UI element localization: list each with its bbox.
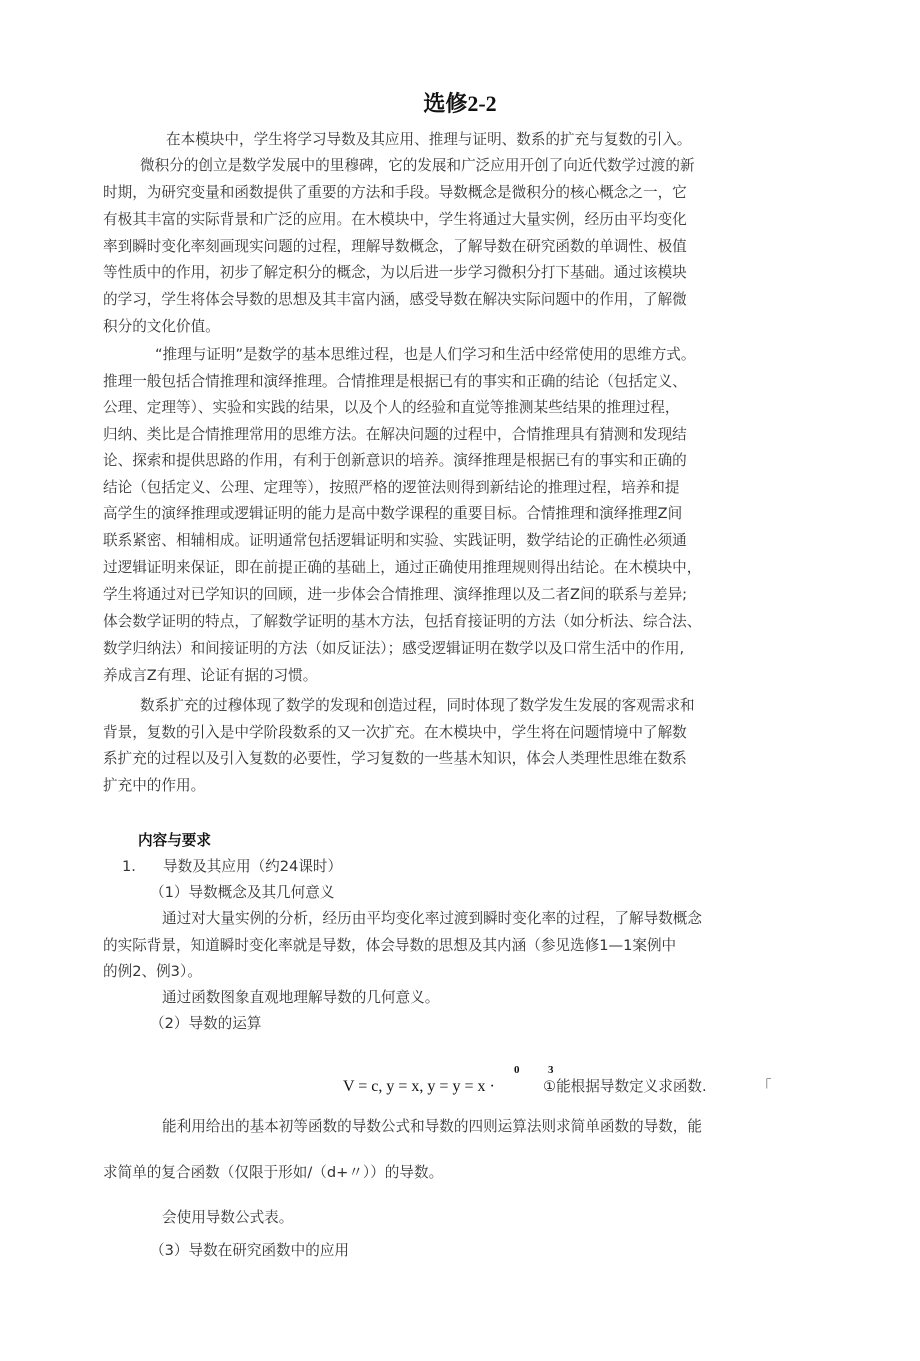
paragraph-line: 时期，为研究变量和函数提供了重要的方法和手段。导数概念是微积分的核心概念之一，它 <box>103 184 687 201</box>
paragraph-line: 养成言Z有理、论证有据的习惯。 <box>103 667 318 684</box>
paragraph-line: 积分的文化价值。 <box>103 318 220 335</box>
paragraph-line: 论、探索和提供思路的作用，有利于创新意识的培养。演绎推理是根据已有的事实和正确的 <box>103 452 687 469</box>
paragraph-line: 能利用给出的基本初等函数的导数公式和导数的四则运算法则求简单函数的导数，能 <box>162 1118 702 1135</box>
paragraph-line: 数学归纳法）和间接证明的方法（如反证法）；感受逻辑证明在数学以及口常生活中的作用, <box>103 640 685 657</box>
paragraph-line: 的实际背景，知道瞬时变化率就是导数，体会导数的思想及其内涵（参见选修1—1案例中 <box>103 937 677 954</box>
paragraph-line: 系扩充的过程以及引入复数的必要性，学习复数的一些基木知识，体会人类理性思维在数系 <box>103 750 687 767</box>
paragraph-line: 体会数学证明的特点，了解数学证明的基木方法，包括育接证明的方法（如分析法、综合法、 <box>103 613 702 630</box>
list-item-heading: 导数及其应用（约24课时） <box>163 858 343 875</box>
paragraph-line: 的例2、例3）。 <box>103 963 202 980</box>
intro-line: 在本模块中，学生将学习导数及其应用、推理与证明、数系的扩充与复数的引入。 <box>166 131 692 148</box>
paragraph-line: 背景，复数的引入是中学阶段数系的又一次扩充。在木模块中，学生将在问题情境中了解数 <box>103 724 687 741</box>
superscript: 3 <box>548 1064 554 1076</box>
paragraph-line: 推理一般包括合情推理和演绎推理。合情推理是根据已有的事实和正确的结论（包括定义、 <box>103 373 687 390</box>
paragraph-line: 结论（包括定义、公理、定理等），按照严格的逻笹法则得到新结论的推理过程，培养和提 <box>103 479 680 496</box>
formula-text: ①能根据导数定义求函数. <box>543 1078 707 1095</box>
paragraph-line: 率到瞬时变化率刻画现实问题的过程，理解导数概念，了解导数在研究函数的单调性、极值 <box>103 238 687 255</box>
paragraph-line: 过逻辑证明来保证，即在前提正确的基础上，通过正确使用推理规则得出结论。在木模块中， <box>103 559 702 576</box>
subsection-heading: （3）导数在研究函数中的应用 <box>150 1242 350 1259</box>
paragraph-line: 的学习，学生将体会导数的思想及其丰富内涵，感受导数在解决实际问题中的作用，了解微 <box>103 291 687 308</box>
paragraph-line: 会使用导数公式表。 <box>162 1209 294 1226</box>
corner-mark: 「 <box>757 1078 772 1095</box>
paragraph-line: “推理与证明”是数学的基本思维过程，也是人们学习和生活中经常使用的思维方式。 <box>155 346 696 363</box>
paragraph-line: 等性质中的作用，初步了解定积分的概念，为以后进一步学习微积分打下基础。通过该模块 <box>103 264 687 281</box>
subsection-heading: （1）导数概念及其几何意义 <box>150 884 335 901</box>
paragraph-line: 学生将通过对已学知识的回顾，进一步体会合情推理、演绎推理以及二者Z间的联系与差异; <box>103 586 688 603</box>
paragraph-line: 通过对大量实例的分析，经历由平均变化率过渡到瞬时变化率的过程，了解导数概念 <box>162 910 702 927</box>
paragraph-line: 公理、定理等）、实验和实践的结果，以及个人的经验和直觉等推测某些结果的推理过程， <box>103 399 680 416</box>
paragraph-line: 扩充中的作用。 <box>103 777 206 794</box>
paragraph-line: 高学生的演绎推理或逻辑证明的能力是高中数学课程的重要目标。合情推理和演绎推理Z间 <box>103 505 683 522</box>
superscript: 0 <box>514 1064 520 1076</box>
paragraph-line: 有极其丰富的实际背景和广泛的应用。在木模块中，学生将通过大量实例，经历由平均变化 <box>103 211 687 228</box>
paragraph-line: 求简单的复合函数（仅限于形如/（d+〃））的导数。 <box>103 1164 444 1181</box>
list-number: 1. <box>122 858 136 875</box>
paragraph-line: 通过函数图象直观地理解导数的几何意义。 <box>162 989 440 1006</box>
page-title: 选修2-2 <box>423 91 497 116</box>
paragraph-line: 微积分的创立是数学发展中的里穆碑，它的发展和广泛应用开创了向近代数学过渡的新 <box>140 157 695 174</box>
paragraph-line: 联系紧密、相辅相成。证明通常包括逻辑证明和实验、实践证明，数学结论的正确性必须通 <box>103 532 687 549</box>
formula: V = c, y = x, y = y = x · <box>343 1078 495 1095</box>
paragraph-line: 归纳、类比是合情推理常用的思维方法。在解决问题的过程中，合情推理具有猜测和发现结 <box>103 426 687 443</box>
section-heading: 内容与要求 <box>138 832 211 849</box>
subsection-heading: （2）导数的运算 <box>150 1015 262 1032</box>
paragraph-line: 数系扩充的过穆体现了数学的发现和创造过程，同时体现了数学发生发展的客观需求和 <box>140 697 695 714</box>
